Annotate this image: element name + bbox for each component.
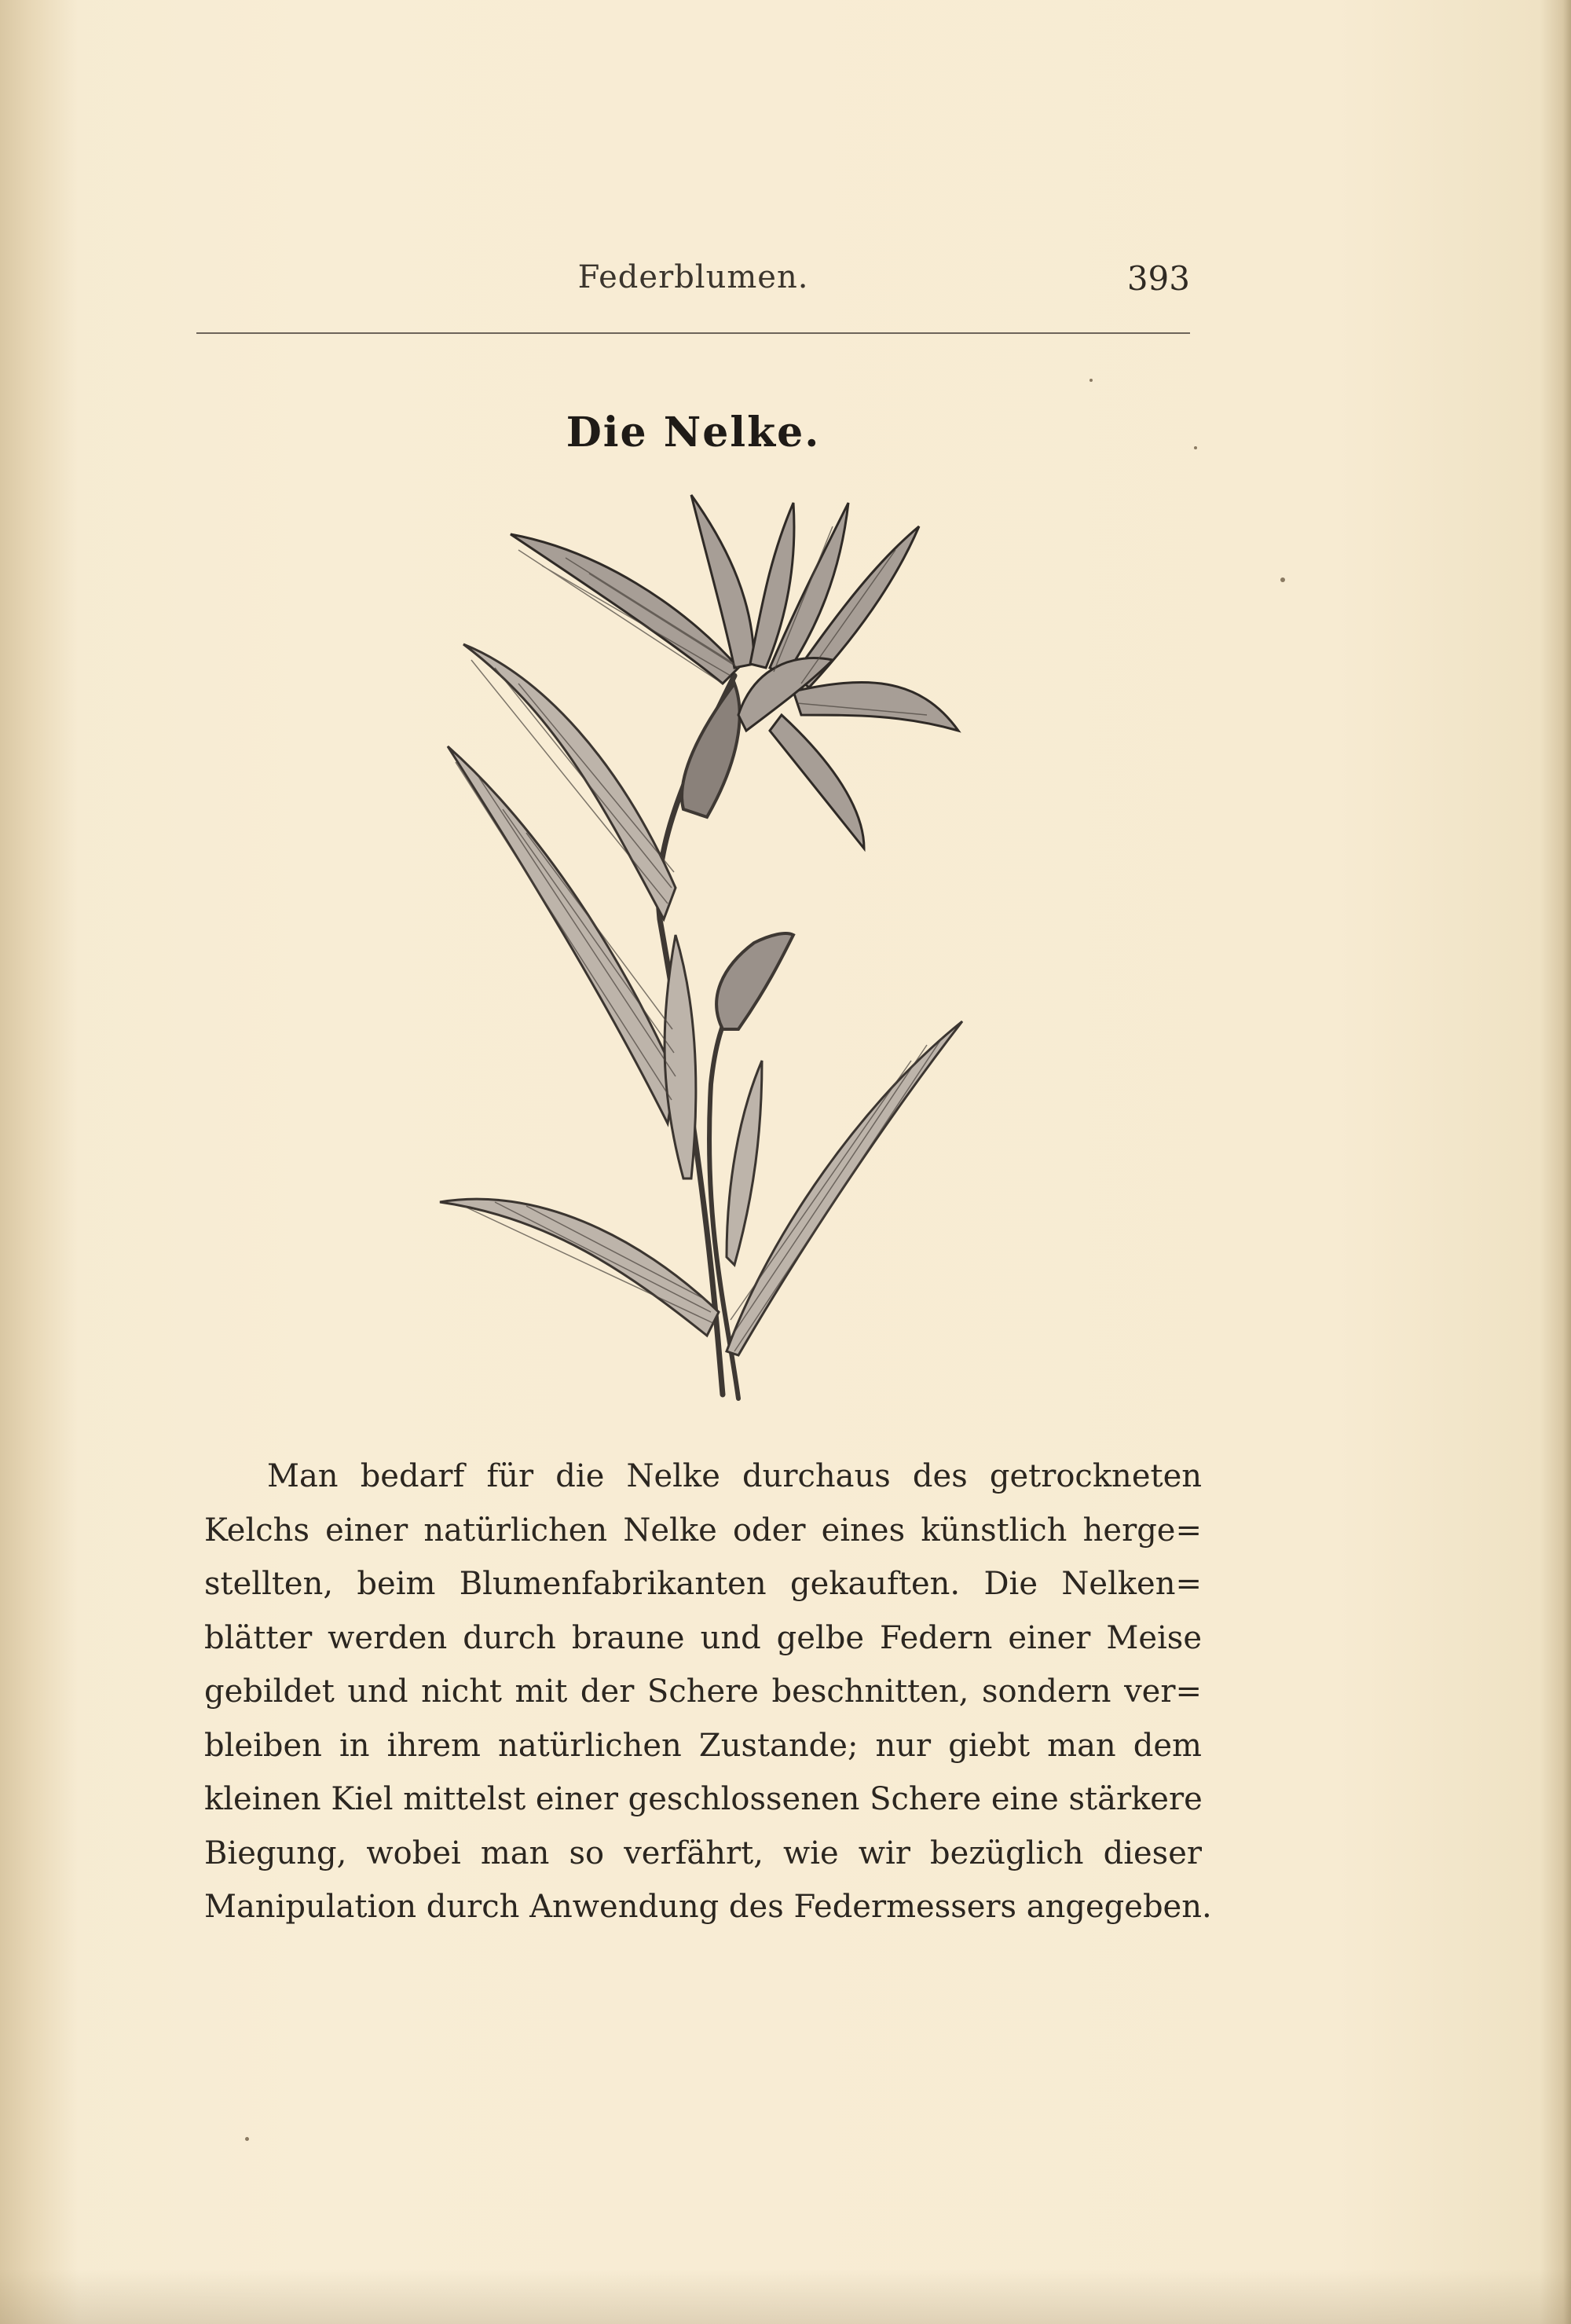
body-line: gebildet und nicht mit der Schere beschnitten, sondern ver= xyxy=(204,1673,1202,1710)
paper-speck xyxy=(1194,446,1197,449)
leaf-middle xyxy=(665,935,696,1178)
running-title: Federblumen. xyxy=(577,259,809,295)
carnation-illustration xyxy=(424,479,974,1406)
running-head xyxy=(196,259,1190,314)
page-bottom-edge xyxy=(0,2269,1571,2324)
body-paragraph xyxy=(204,1450,1212,1934)
paper-speck xyxy=(1280,577,1285,582)
leaf-lower-left xyxy=(440,1199,719,1336)
page-number: 393 xyxy=(1126,259,1190,298)
body-line: blätter werden durch braune und gelbe Federn einer Meise xyxy=(204,1619,1202,1656)
calyx xyxy=(682,684,740,817)
paper-speck xyxy=(1089,379,1093,382)
body-line: Man bedarf für die Nelke durchaus des getrockneten xyxy=(267,1458,1202,1494)
body-line: kleinen Kiel mittelst einer geschlossenen Schere eine stärkere xyxy=(204,1781,1203,1817)
section-heading: Die Nelke. xyxy=(566,409,821,456)
header-rule xyxy=(196,332,1190,334)
body-line: stellten, beim Blumenfabrikanten gekauften. Die Nelken= xyxy=(204,1566,1202,1602)
body-line: Manipulation durch Anwendung des Federmessers angegeben. xyxy=(204,1889,1212,1925)
bud xyxy=(716,933,793,1029)
gutter-shadow xyxy=(0,0,79,2324)
petal-lower-right xyxy=(770,715,864,849)
body-line: Biegung, wobei man so verfährt, wie wir bezüglich dieser xyxy=(204,1835,1202,1871)
leaf-bud-right xyxy=(727,1061,762,1265)
paper-speck xyxy=(245,2137,249,2141)
petal-left xyxy=(511,534,738,684)
body-line: bleiben in ihrem natürlichen Zustande; nur giebt man dem xyxy=(204,1727,1202,1764)
body-line: Kelchs einer natürlichen Nelke oder eines künstlich herge= xyxy=(204,1512,1202,1549)
petal-right xyxy=(793,682,958,731)
